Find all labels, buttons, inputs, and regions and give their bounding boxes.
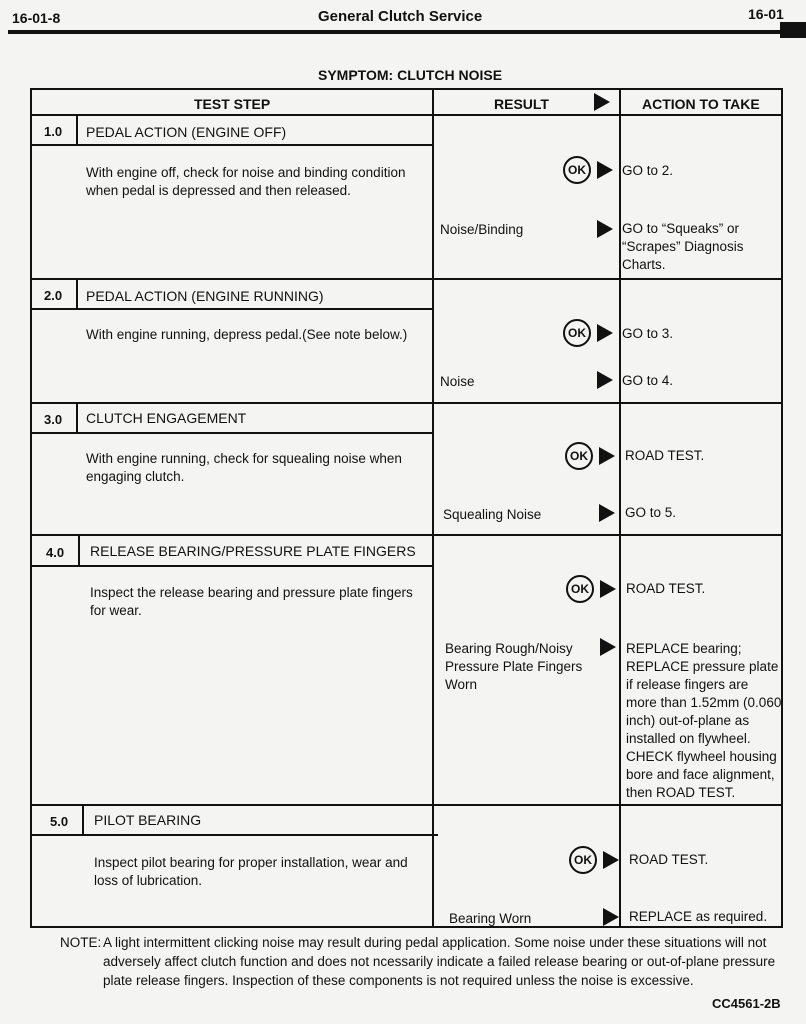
fail-result: Bearing Rough/Noisy Pressure Plate Fingers Worn: [445, 641, 583, 692]
header-rule: [8, 30, 806, 34]
col-head-result: RESULT: [494, 96, 549, 112]
step-separator: [32, 402, 781, 404]
arrow-icon: [597, 161, 613, 179]
step-title: PEDAL ACTION (ENGINE RUNNING): [86, 288, 324, 304]
section-title: General Clutch Service: [318, 8, 483, 25]
symptom-title: SYMPTOM: CLUTCH NOISE: [318, 67, 503, 83]
step-title: PEDAL ACTION (ENGINE OFF): [86, 124, 287, 140]
arrow-icon: [599, 447, 615, 465]
fail-result: Noise: [440, 374, 475, 389]
page-number-right: 16-01: [748, 6, 784, 22]
arrow-icon: [597, 220, 613, 238]
step-number: 5.0: [50, 814, 69, 829]
col-divider-1: [432, 90, 434, 926]
arrow-icon: [600, 638, 616, 656]
step-title: PILOT BEARING: [94, 812, 202, 828]
step-title-underline: [32, 308, 432, 310]
ok-icon: OK: [566, 575, 594, 603]
col-head-test-step: TEST STEP: [194, 96, 271, 112]
step-num-divider: [76, 280, 78, 308]
step-num-divider: [76, 116, 78, 144]
ok-action: ROAD TEST.: [629, 852, 709, 867]
step-separator: [32, 278, 781, 280]
step-title-underline: [32, 432, 432, 434]
step-number: 3.0: [44, 412, 63, 427]
step-separator: [32, 804, 781, 806]
note-text: A light intermittent clicking noise may result during pedal application. Some noise under these situations will not adversely affect clutch function and does not ncessarily indicate a failed release bearing or out-of-plane pressure plate release fingers. Inspection of these components is not required unless the noise is excessive.: [103, 935, 776, 988]
arrow-icon: [597, 371, 613, 389]
ok-action: ROAD TEST.: [626, 581, 706, 596]
fail-action: GO to 5.: [625, 505, 677, 520]
fail-action: REPLACE as required.: [629, 909, 768, 924]
step-number: 1.0: [44, 124, 63, 139]
step-description: With engine off, check for noise and binding condition when pedal is depressed and then released.: [86, 165, 406, 198]
step-num-divider: [78, 536, 80, 565]
fail-result: Noise/Binding: [440, 222, 524, 237]
ok-action: GO to 3.: [622, 326, 674, 341]
arrow-icon: [603, 908, 619, 926]
page-header: [0, 0, 806, 44]
step-number: 4.0: [46, 545, 65, 560]
step-title-underline: [32, 834, 438, 836]
step-separator: [32, 534, 781, 536]
arrow-icon: [597, 324, 613, 342]
step-num-divider: [76, 404, 78, 432]
step-title-underline: [32, 565, 434, 567]
arrow-icon: [600, 580, 616, 598]
col-divider-2: [619, 90, 621, 926]
fail-result: Bearing Worn: [449, 911, 532, 926]
ok-icon: OK: [563, 319, 591, 347]
step-num-divider: [82, 806, 84, 834]
note-label: NOTE:: [60, 935, 102, 950]
fail-result: Squealing Noise: [443, 507, 542, 522]
ok-action: ROAD TEST.: [625, 448, 705, 463]
fail-action: REPLACE bearing; REPLACE pressure plate if release fingers are more than 1.52mm (0.060 inch) out-of-plane as installed on flywheel. CHECK flywheel housing bore and face alignment, then ROAD TEST.: [626, 641, 782, 800]
figure-code: CC4561-2B: [712, 996, 781, 1011]
fail-action: GO to “Squeaks” or “Scrapes” Diagnosis Charts.: [622, 221, 744, 272]
ok-icon: OK: [569, 846, 597, 874]
header-rule-tab: [780, 22, 806, 38]
arrow-icon: [603, 851, 619, 869]
ok-icon: OK: [565, 442, 593, 470]
ok-icon: OK: [563, 156, 591, 184]
header-underline: [32, 114, 781, 116]
arrow-icon: [594, 93, 610, 111]
fail-action: GO to 4.: [622, 373, 674, 388]
step-description: Inspect pilot bearing for proper installation, wear and loss of lubrication.: [94, 855, 408, 888]
step-description: With engine running, depress pedal.(See note below.): [86, 327, 408, 342]
diagnosis-table: [30, 88, 783, 928]
step-number: 2.0: [44, 288, 63, 303]
arrow-icon: [599, 504, 615, 522]
step-title: CLUTCH ENGAGEMENT: [86, 410, 247, 426]
page-number-left: 16-01-8: [12, 10, 61, 26]
step-description: Inspect the release bearing and pressure plate fingers for wear.: [90, 585, 413, 618]
step-title: RELEASE BEARING/PRESSURE PLATE FINGERS: [90, 543, 416, 559]
step-description: With engine running, check for squealing noise when engaging clutch.: [86, 451, 402, 484]
ok-action: GO to 2.: [622, 163, 674, 178]
col-head-action: ACTION TO TAKE: [642, 96, 760, 112]
step-title-underline: [32, 144, 432, 146]
